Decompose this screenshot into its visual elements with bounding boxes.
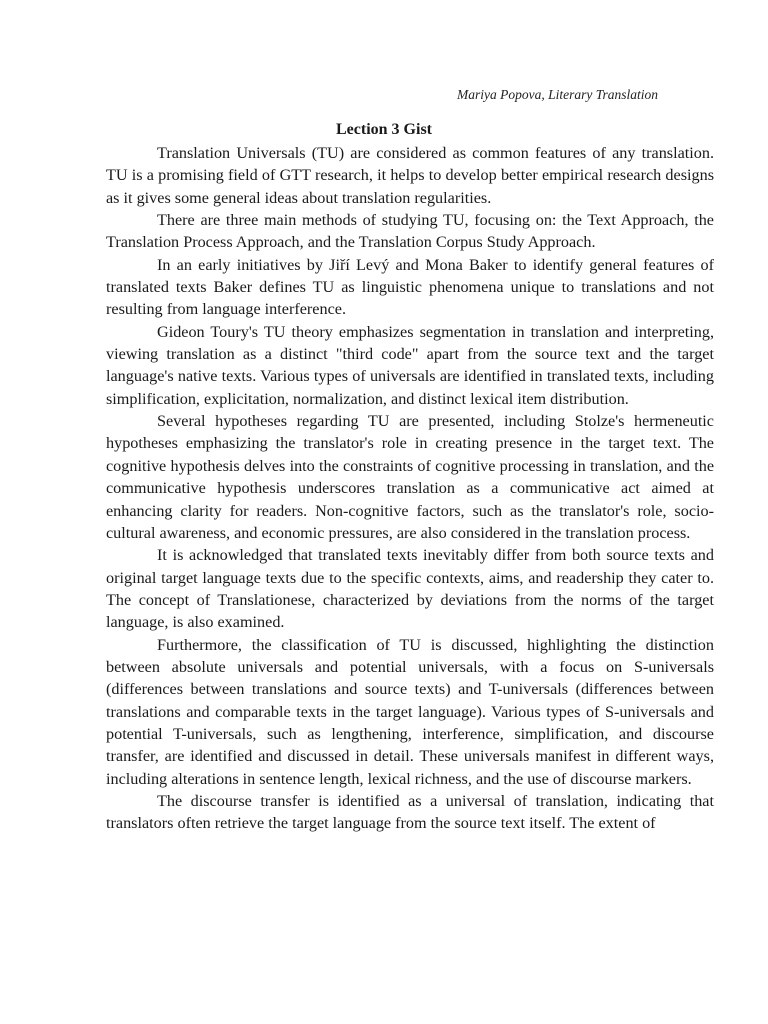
running-header: Mariya Popova, Literary Translation bbox=[456, 87, 658, 102]
paragraph: There are three main methods of studying TU, focusing on: the Text Approach, the Translation Process Approach, and the Translation Corpus Study Approach. bbox=[106, 211, 714, 252]
paragraph: Translation Universals (TU) are considered as common features of any translation. TU is a promising field of GTT research, it helps to develop better empirical research designs as it gives some general ideas about translation regularities. bbox=[106, 144, 714, 207]
paragraph: The discourse transfer is identified as a universal of translation, indicating that translators often retrieve the target language from the source text itself. The extent of bbox=[106, 791, 714, 833]
page-title: Lection 3 Gist bbox=[336, 121, 432, 138]
body-text bbox=[106, 142, 714, 835]
paragraph: In an early initiatives by Jiří Levý and Mona Baker to identify general features of translated texts Baker defines TU as linguistic phenomena unique to translations and not resulting from language interference. bbox=[106, 255, 714, 319]
paragraph: Furthermore, the classification of TU is discussed, highlighting the distinction between absolute universals and potential universals, with a focus on S-universals (differences between translations and source texts) and T-universals (differences between translations and comparable texts in the target language). Various types of S-universals and potential T-universals, such as lengthening, interference, simplification, and discourse transfer, are identified and discussed in detail. These universals manifest in different ways, including alterations in sentence length, lexical richness, and the use of discourse markers. bbox=[106, 635, 714, 788]
paragraph: It is acknowledged that translated texts inevitably differ from both source texts and original target language texts due to the specific contexts, aims, and readership they cater to. The concept of Translationese, characterized by deviations from the norms of the target language, is also examined. bbox=[106, 546, 714, 632]
paragraph: Gideon Toury's TU theory emphasizes segmentation in translation and interpreting, viewing translation as a distinct "third code" apart from the source text and the target language's native texts. Various types of universals are identified in translated texts, including simplification, explicitation, normalization, and distinct lexical item distribution. bbox=[106, 322, 714, 408]
paragraph: Several hypotheses regarding TU are presented, including Stolze's hermeneutic hypotheses emphasizing the translator's role in creating presence in the target text. The cognitive hypothesis delves into the constraints of cognitive processing in translation, and the communicative hypothesis underscores translation as a communicative act aimed at enhancing clarity for readers. Non-cognitive factors, such as the translator's role, socio-cultural awareness, and economic pressures, are also considered in the translation process. bbox=[106, 412, 714, 542]
